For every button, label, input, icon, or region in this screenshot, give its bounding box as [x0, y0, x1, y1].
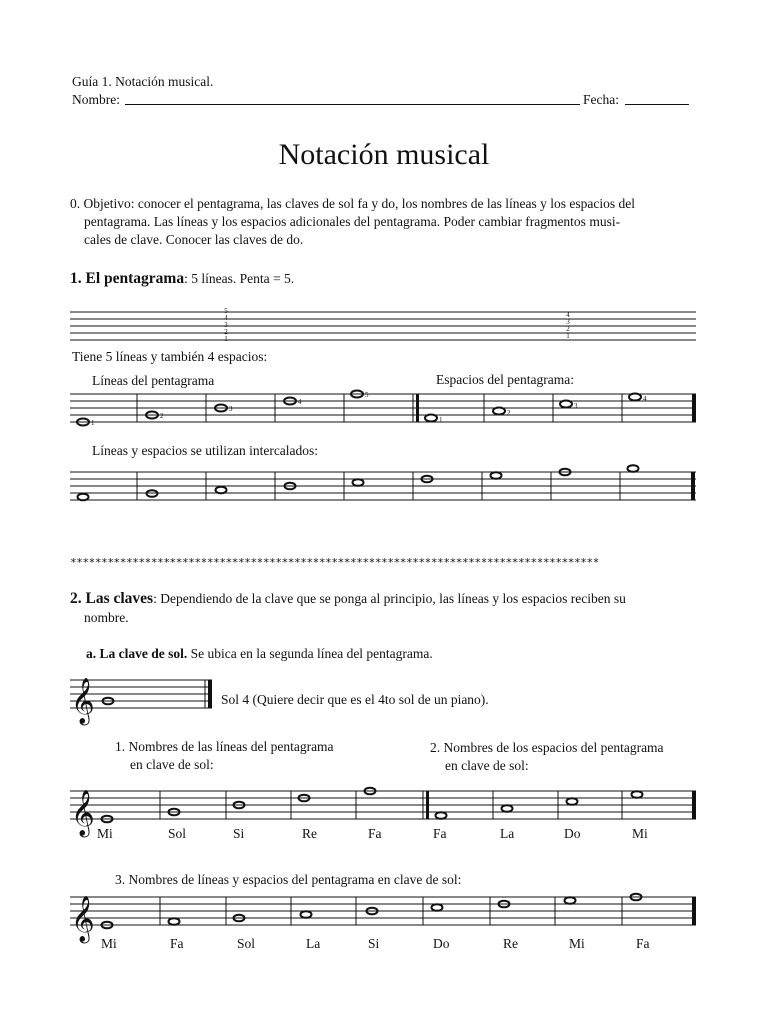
note-name: Re	[302, 826, 317, 841]
plain-staff	[70, 305, 696, 345]
staff-note: Tiene 5 líneas y también 4 espacios:	[72, 349, 268, 364]
staff-line-number: 2	[224, 328, 228, 336]
whole-note	[432, 904, 443, 911]
date-field-label: Fecha:	[583, 92, 619, 107]
note-name: Re	[503, 936, 518, 951]
section-2-heading	[70, 590, 626, 608]
note-name: Mi	[632, 826, 648, 841]
section-1-title: 1. El pentagrama	[70, 270, 185, 287]
whole-note	[560, 401, 572, 408]
whole-note	[169, 918, 180, 925]
whole-note	[301, 911, 312, 918]
lines-staff-label: Líneas del pentagrama	[92, 373, 215, 388]
staff-line-number: 3	[224, 321, 228, 329]
note-name: La	[500, 826, 515, 841]
note-name: Do	[564, 826, 581, 841]
whole-note	[78, 494, 89, 501]
space-number: 4	[643, 395, 647, 403]
note-name: Mi	[569, 936, 585, 951]
date-field-line[interactable]	[625, 104, 689, 105]
whole-note	[353, 479, 364, 486]
whole-note	[567, 798, 578, 805]
objective-line-1: 0. Objetivo: conocer el pentagrama, las claves de sol fa y do, los nombres de las líneas y los espacios del	[70, 196, 635, 211]
note-name: Fa	[170, 936, 184, 951]
line-number: 5	[365, 391, 369, 399]
note-name: Mi	[97, 826, 113, 841]
spaces-staff-label: Espacios del pentagrama:	[436, 372, 574, 387]
note-name: Fa	[433, 826, 447, 841]
sub-a-heading: a. La clave de sol.	[86, 646, 188, 661]
name-field-line[interactable]	[125, 104, 580, 105]
section-2-text: : Dependiendo de la clave que se ponga al principio, las líneas y los espacios reciben su	[153, 591, 626, 606]
item-2-line-1: 2. Nombres de los espacios del pentagrama	[430, 740, 664, 755]
interleaved-staff	[70, 468, 696, 508]
item-3-label: 3. Nombres de líneas y espacios del pentagrama en clave de sol:	[115, 872, 462, 887]
treble-all-staff	[70, 882, 696, 952]
note-name: Mi	[101, 936, 117, 951]
space-number: 3	[574, 402, 578, 410]
objective-line-3: cales de clave. Conocer las claves de do.	[84, 232, 304, 247]
whole-note	[425, 415, 437, 422]
note-name: Fa	[636, 936, 650, 951]
space-number: 1	[439, 416, 443, 424]
whole-note	[565, 897, 576, 904]
numbered-staff	[70, 389, 696, 429]
whole-note	[629, 394, 641, 401]
whole-note	[216, 487, 227, 494]
staff-line-number: 5	[224, 307, 228, 315]
whole-note	[436, 812, 447, 819]
sub-a-line	[86, 645, 433, 663]
name-field-label: Nombre:	[72, 92, 120, 107]
line-number: 1	[91, 419, 95, 427]
separator: *************************************************************************************	[70, 556, 599, 569]
whole-note	[632, 791, 643, 798]
treble-lines-spaces-staff	[70, 776, 696, 846]
treble-clef-icon: 𝄞	[71, 896, 95, 942]
whole-note	[493, 408, 505, 415]
treble-clef-icon: 𝄞	[71, 790, 95, 836]
note-name: Si	[368, 936, 380, 951]
staff-space-number: 1	[566, 332, 570, 340]
line-number: 3	[229, 405, 233, 413]
treble-clef-staff	[70, 670, 220, 726]
section-1-heading	[70, 270, 294, 288]
space-number: 2	[507, 409, 511, 417]
staff-line-number: 4	[224, 314, 228, 322]
sol4-description: Sol 4 (Quiere decir que es el 4to sol de un piano).	[221, 692, 489, 707]
objective-line-2: pentagrama. Las líneas y los espacios adicionales del pentagrama. Poder cambiar fragmentos musi-	[84, 214, 621, 229]
note-name: La	[306, 936, 321, 951]
note-name: Do	[433, 936, 450, 951]
whole-note	[502, 805, 513, 812]
guide-title: Guía 1. Notación musical.	[72, 74, 214, 89]
item-2-line-2: en clave de sol:	[445, 758, 529, 773]
note-name: Sol	[237, 936, 256, 951]
staff-space-number: 2	[566, 325, 570, 333]
line-number: 2	[160, 412, 164, 420]
section-1-text: : 5 líneas. Penta = 5.	[184, 271, 295, 286]
staff-space-number: 3	[566, 318, 570, 326]
note-name: Sol	[168, 826, 187, 841]
item-1-line-2: en clave de sol:	[130, 757, 214, 772]
section-2-title: 2. Las claves	[70, 590, 154, 607]
staff-space-number: 4	[566, 311, 570, 319]
sub-a-text: Se ubica en la segunda línea del pentagrama.	[187, 646, 433, 661]
page-title: Notación musical	[278, 138, 490, 171]
treble-clef-icon: 𝄞	[71, 678, 95, 724]
section-2-text-cont: nombre.	[84, 610, 129, 625]
whole-note	[491, 472, 502, 479]
staff-line-number: 1	[224, 335, 228, 343]
note-name: Fa	[368, 826, 382, 841]
whole-note	[628, 465, 639, 472]
line-number: 4	[298, 398, 302, 406]
note-name: Si	[233, 826, 245, 841]
item-1-line-1: 1. Nombres de las líneas del pentagrama	[115, 739, 334, 754]
interleaved-label: Líneas y espacios se utilizan intercalados:	[92, 443, 319, 458]
